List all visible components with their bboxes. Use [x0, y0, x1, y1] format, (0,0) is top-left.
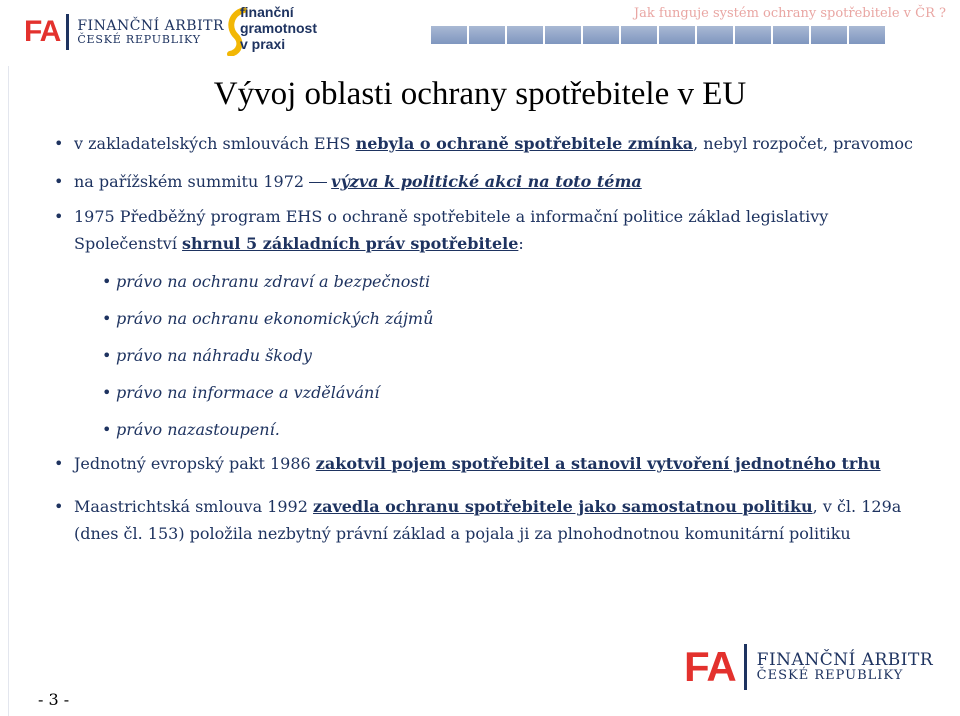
stripe — [621, 26, 657, 44]
bullet-text: v zakladatelských smlouvách EHS — [74, 134, 356, 153]
header — [0, 0, 960, 62]
right-item: • právo nazastoupení. — [74, 411, 914, 448]
stripe — [659, 26, 695, 44]
bullet-text: , nebyl rozpočet, pravomoc — [693, 134, 914, 153]
bullet-text: Maastrichtská smlouva 1992 — [74, 497, 313, 516]
bullet-emphasis: výzva k politické akci na toto téma — [331, 172, 642, 191]
bullet-emphasis: zavedla ochranu spotřebitele jako samostatnou politiku — [313, 497, 813, 516]
header-stripes — [431, 26, 885, 44]
stripe — [735, 26, 771, 44]
logo-fa-mark: FA — [24, 15, 61, 48]
bullet-emphasis: zakotvil pojem spotřebitel a stanovil vytvoření jednotného trhu — [315, 454, 881, 473]
right-item: • právo na ochranu zdraví a bezpečnosti — [74, 263, 914, 300]
stripe — [583, 26, 619, 44]
stripe — [773, 26, 809, 44]
footer-logo-line2: ČESKÉ REPUBLIKY — [756, 668, 904, 684]
right-item: • právo na informace a vzdělávání — [74, 374, 914, 411]
logo-text — [77, 19, 224, 45]
right-item: • právo na ochranu ekonomických zájmů — [74, 300, 914, 337]
stripe — [431, 26, 467, 44]
bullet-text: : — [518, 234, 524, 253]
financni-gramotnost-logo[interactable] — [226, 4, 326, 58]
stripe — [697, 26, 733, 44]
footer-logo-text — [757, 651, 933, 684]
financni-arbitr-logo[interactable] — [24, 14, 224, 50]
logo-line2: ČESKÉ REPUBLIKY — [77, 32, 201, 46]
stripe — [469, 26, 505, 44]
slide-title: Vývoj oblasti ochrany spotřebitele v EU — [213, 76, 747, 112]
page-number: - 3 - — [38, 690, 70, 709]
footer-logo — [684, 643, 933, 691]
stripe — [811, 26, 847, 44]
footer-logo-divider — [744, 644, 747, 690]
fg-line2: gramotnost — [240, 20, 317, 36]
footer-logo-fa-mark: FA — [684, 643, 736, 690]
bullet-item — [54, 130, 914, 157]
bullet-text: 1975 Předběžný program EHS o ochraně spotřebitele a informační politice základ legislativy Společenství — [74, 207, 829, 253]
bullet-item — [54, 203, 914, 448]
stripe — [545, 26, 581, 44]
stripe — [507, 26, 543, 44]
stripe — [849, 26, 885, 44]
bullet-text: , v čl. 129a (dnes čl. 153) položila nezbytný právní základ a pojala ji za plnohodnotnou komunitární politiku — [74, 497, 902, 543]
bullet-emphasis: shrnul 5 základních práv spotřebitele — [182, 234, 519, 253]
fg-words — [240, 4, 317, 52]
logo-line1: FINANČNÍ ARBITR — [77, 17, 224, 34]
rights-list — [74, 263, 914, 448]
bullet-item — [54, 450, 914, 477]
bullet-item — [54, 493, 914, 547]
bullet-emphasis: nebyla o ochraně spotřebitele zmínka — [355, 134, 694, 153]
footer-logo-line1: FINANČNÍ ARBITR — [756, 649, 934, 670]
right-item: • právo na náhradu škody — [74, 337, 914, 374]
fg-line1: finanční — [240, 4, 294, 20]
bullet-list — [54, 130, 914, 547]
bullet-text: na pařížském summitu 1972 — [74, 172, 310, 191]
bullet-item — [54, 168, 914, 195]
dash-line — [309, 182, 327, 183]
fg-line3: v praxi — [240, 36, 286, 52]
bullet-text: Jednotný evropský pakt 1986 — [74, 454, 316, 473]
logo-divider — [66, 14, 69, 50]
top-note: Jak funguje systém ochrany spotřebitele v ČR ? — [633, 6, 946, 21]
